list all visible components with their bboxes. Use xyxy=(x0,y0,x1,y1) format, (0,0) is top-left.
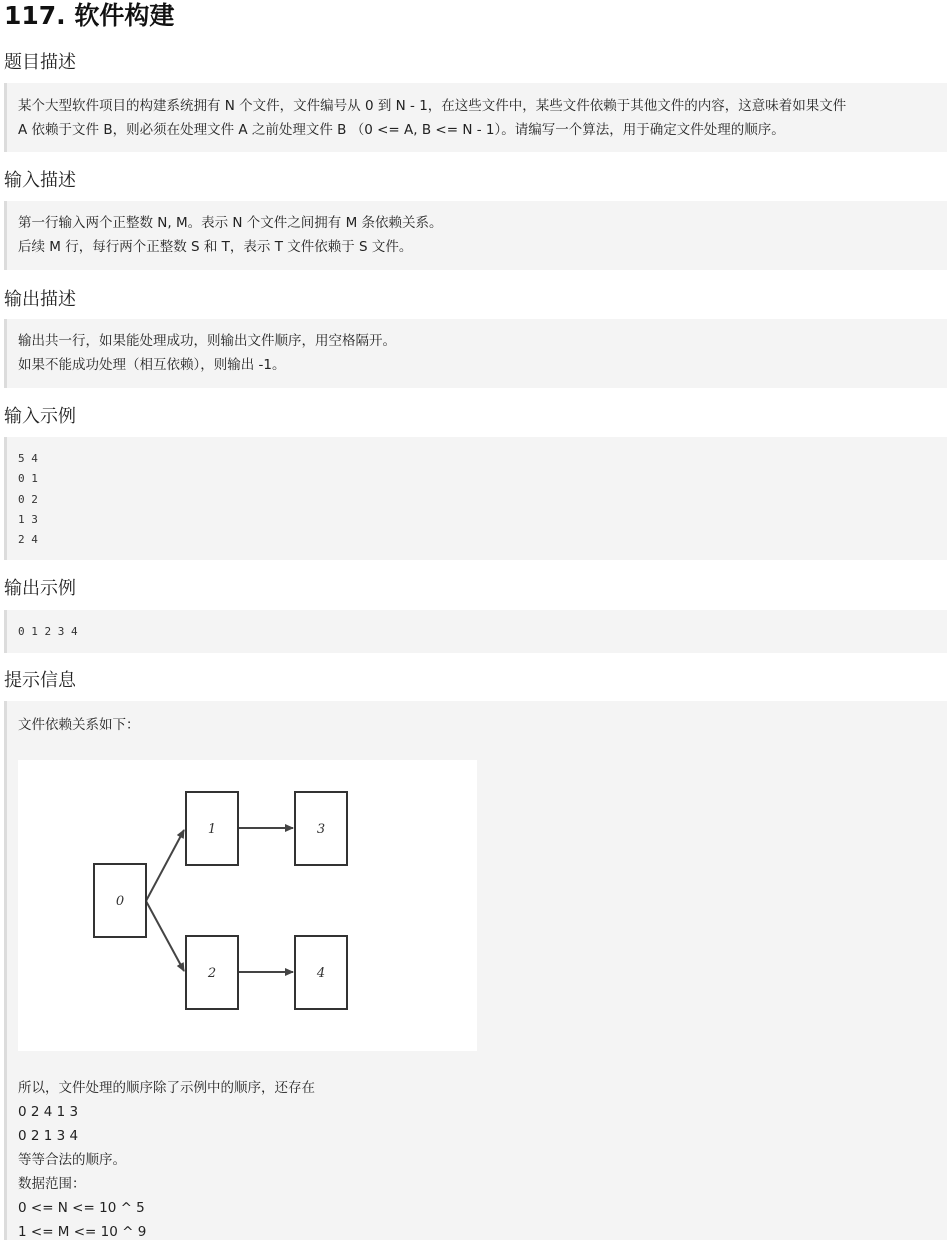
node-1-label: 1 xyxy=(207,822,217,837)
output-description-heading: 输出描述 xyxy=(4,289,76,310)
input-description-heading: 输入描述 xyxy=(4,170,76,191)
node-4-label: 4 xyxy=(316,966,326,981)
hint-line: 0 2 1 3 4 xyxy=(18,1128,79,1144)
output-example-code-block xyxy=(4,610,947,653)
output-description-line: 输出共一行，如果能处理成功，则输出文件顺序，用空格隔开。 xyxy=(18,333,396,349)
input-description-line: 第一行输入两个正整数 N, M。表示 N 个文件之间拥有 M 条依赖关系。 xyxy=(18,215,443,231)
node-2 xyxy=(186,936,238,1009)
node-2-label: 2 xyxy=(207,966,217,981)
hint-line: 1 <= M <= 10 ^ 9 xyxy=(18,1224,147,1240)
output-example-line: 0 1 2 3 4 xyxy=(18,625,78,638)
edge-0-1 xyxy=(146,830,184,901)
input-description-box xyxy=(4,201,947,270)
hint-details xyxy=(18,1076,315,1244)
dependency-graph-svg xyxy=(18,760,477,1051)
hint-line: 0 <= N <= 10 ^ 5 xyxy=(18,1200,145,1216)
dependency-diagram xyxy=(18,760,477,1051)
output-description-line: 如果不能成功处理（相互依赖），则输出 -1。 xyxy=(18,357,286,373)
input-description-line: 后续 M 行，每行两个正整数 S 和 T，表示 T 文件依赖于 S 文件。 xyxy=(18,239,413,255)
node-1 xyxy=(186,792,238,865)
description-heading: 题目描述 xyxy=(4,52,76,73)
page-title: 117. 软件构建 xyxy=(4,1,175,30)
output-example-heading: 输出示例 xyxy=(4,578,76,599)
hint-line: 等等合法的顺序。 xyxy=(18,1152,126,1168)
input-example-line: 5 4 xyxy=(18,452,38,465)
description-line: A 依赖于文件 B，则必须在处理文件 A 之前处理文件 B （0 <= A, B <= N - 1）。请编写一个算法，用于确定文件处理的顺序。 xyxy=(18,122,785,138)
node-3 xyxy=(295,792,347,865)
input-example-line: 0 2 xyxy=(18,492,38,506)
edge-0-2 xyxy=(146,901,184,971)
node-0-label: 0 xyxy=(115,894,125,909)
input-example-line: 1 3 xyxy=(18,512,38,526)
node-3-label: 3 xyxy=(316,822,326,837)
hint-line: 0 2 4 1 3 xyxy=(18,1104,79,1120)
input-example-line: 0 1 xyxy=(18,472,38,486)
description-line: 某个大型软件项目的构建系统拥有 N 个文件，文件编号从 0 到 N - 1，在这些文件中，某些文件依赖于其他文件的内容，这意味着如果文件 xyxy=(18,98,847,114)
output-description-box xyxy=(4,319,947,388)
hint-intro: 文件依赖关系如下： xyxy=(18,717,140,733)
node-4 xyxy=(295,936,347,1009)
description-box xyxy=(4,83,947,152)
node-0 xyxy=(94,864,146,937)
input-example-code-block xyxy=(4,437,947,560)
input-example-heading: 输入示例 xyxy=(4,406,76,427)
input-example-line: 2 4 xyxy=(18,533,38,547)
hint-line: 所以，文件处理的顺序除了示例中的顺序，还存在 xyxy=(18,1080,315,1096)
hint-line: 数据范围： xyxy=(18,1176,86,1192)
hint-heading: 提示信息 xyxy=(4,670,76,691)
